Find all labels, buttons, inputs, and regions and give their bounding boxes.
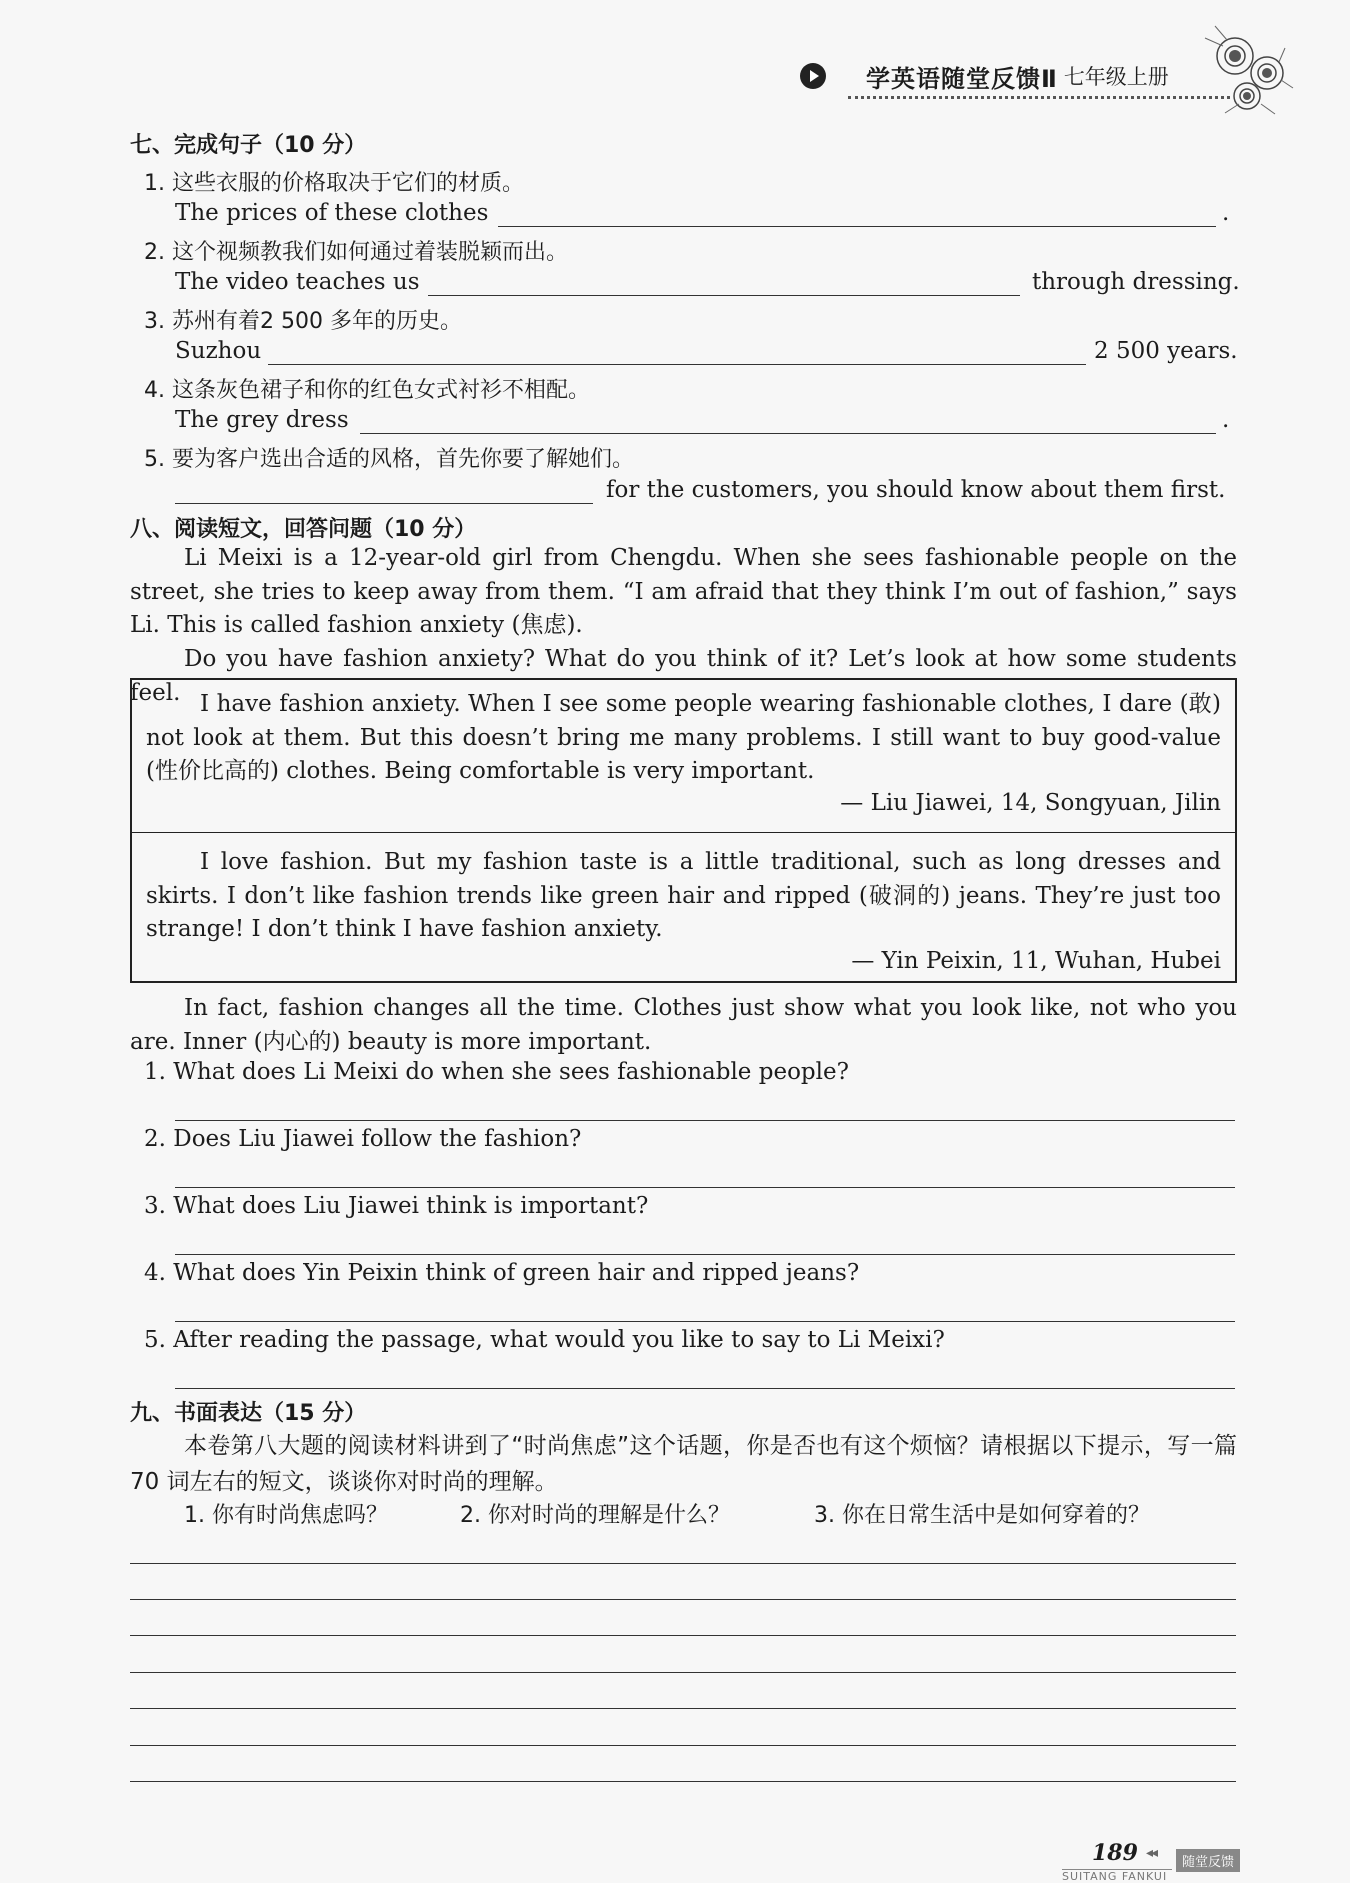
s8-answer-line-2[interactable] — [175, 1187, 1235, 1188]
footer-brand-en: SUITANG FANKUI — [1062, 1870, 1168, 1883]
student-opinions-box — [130, 678, 1237, 983]
s7-q2-prefix: The video teaches us — [175, 269, 420, 295]
s8-question-2: 2. Does Liu Jiawei follow the fashion? — [144, 1126, 582, 1152]
writing-line-7[interactable] — [130, 1781, 1236, 1782]
passage-paragraph-2: Do you have fashion anxiety? What do you think of it? Let’s look at how some students feel. — [130, 646, 1237, 706]
writing-prompt: 本卷第八大题的阅读材料讲到了“时尚焦虑”这个话题，你是否也有这个烦恼？请根据以下提示，写一篇 70 词左右的短文，谈谈你对时尚的理解。 — [130, 1433, 1237, 1495]
s7-q1-suffix: . — [1222, 200, 1230, 226]
s7-q3-answer-line[interactable] — [268, 364, 1086, 365]
s7-q1-answer-line[interactable] — [498, 226, 1216, 227]
s7-q2-chinese: 2. 这个视频教我们如何通过着装脱颖而出。 — [144, 240, 568, 265]
s7-q5-answer-line[interactable] — [175, 503, 593, 504]
passage-paragraph-3: In fact, fashion changes all the time. Clothes just show what you look like, not who you are. Inner (内心的) beauty is more important. — [130, 995, 1237, 1055]
box-divider — [132, 832, 1235, 833]
s8-answer-line-3[interactable] — [175, 1254, 1235, 1255]
opinion-2-signature: — Yin Peixin, 11, Wuhan, Hubei — [851, 948, 1221, 974]
writing-line-5[interactable] — [130, 1708, 1236, 1709]
writing-line-4[interactable] — [130, 1672, 1236, 1673]
s8-answer-line-4[interactable] — [175, 1321, 1235, 1322]
s7-q4-prefix: The grey dress — [175, 407, 349, 433]
writing-line-1[interactable] — [130, 1563, 1236, 1564]
writing-hint-3: 3. 你在日常生活中是如何穿着的？ — [814, 1503, 1150, 1528]
s8-question-1: 1. What does Li Meixi do when she sees fashionable people? — [144, 1059, 849, 1085]
s8-question-3: 3. What does Liu Jiawei think is important? — [144, 1193, 649, 1219]
s7-q4-answer-line[interactable] — [360, 433, 1216, 434]
s7-q2-answer-line[interactable] — [428, 295, 1020, 296]
writing-hint-2: 2. 你对时尚的理解是什么？ — [460, 1503, 730, 1528]
play-arrow-icon — [800, 63, 826, 89]
opinion-2-text: I love fashion. But my fashion taste is a little traditional, such as long dresses and skirts. I don’t like fashion trends like green hair and ripped (破洞的) jeans. They’re just too strange! I don’t think I have fashion anxiety. — [146, 849, 1221, 942]
s8-question-4: 4. What does Yin Peixin think of green hair and ripped jeans? — [144, 1260, 860, 1286]
writing-line-2[interactable] — [130, 1599, 1236, 1600]
s7-q1-prefix: The prices of these clothes — [175, 200, 489, 226]
passage-paragraph-1: Li Meixi is a 12-year-old girl from Chengdu. When she sees fashionable people on the street, she tries to keep away from them. “I am afraid that they think I’m out of fashion,” says Li. This is called fashion anxiety (焦虑). — [130, 545, 1237, 638]
header-dotted-rule — [848, 96, 1230, 99]
section-8-title: 八、阅读短文，回答问题（10 分） — [130, 517, 477, 542]
s7-q2-suffix: through dressing. — [1032, 269, 1240, 295]
s7-q3-chinese: 3. 苏州有着2 500 多年的历史。 — [144, 309, 462, 334]
writing-hint-1: 1. 你有时尚焦虑吗？ — [184, 1503, 388, 1528]
s8-answer-line-1[interactable] — [175, 1120, 1235, 1121]
section-9-title: 九、书面表达（15 分） — [130, 1401, 367, 1426]
header-bar — [800, 56, 1169, 96]
s7-q1-chinese: 1. 这些衣服的价格取决于它们的材质。 — [144, 171, 524, 196]
s8-answer-line-5[interactable] — [175, 1388, 1235, 1389]
s7-q3-prefix: Suzhou — [175, 338, 262, 364]
book-title: 学英语随堂反馈Ⅱ — [866, 64, 1058, 93]
opinion-1-signature: — Liu Jiawei, 14, Songyuan, Jilin — [840, 790, 1221, 816]
section-7-title: 七、完成句子（10 分） — [130, 133, 367, 158]
opinion-1-text: I have fashion anxiety. When I see some people wearing fashionable clothes, I dare (敢) not look at them. But this doesn’t bring me many problems. I still want to buy good-value (性价比高的) clothes. Being comfortable is very important. — [146, 691, 1221, 784]
double-arrow-left-icon: ◂◂ — [1146, 1845, 1157, 1861]
s7-q3-suffix: 2 500 years. — [1094, 338, 1238, 364]
sunflower-decoration-icon — [1195, 18, 1305, 128]
book-subtitle: 七年级上册 — [1063, 65, 1169, 89]
writing-line-6[interactable] — [130, 1745, 1236, 1746]
s7-q4-suffix: . — [1222, 407, 1230, 433]
footer-brand-badge: 随堂反馈 — [1176, 1849, 1240, 1872]
writing-line-3[interactable] — [130, 1635, 1236, 1636]
s7-q5-chinese: 5. 要为客户选出合适的风格，首先你要了解她们。 — [144, 447, 634, 472]
s8-question-5: 5. After reading the passage, what would you like to say to Li Meixi? — [144, 1327, 945, 1353]
s7-q5-suffix: for the customers, you should know about them first. — [606, 477, 1226, 503]
page-number: 189 — [1092, 1840, 1138, 1866]
s7-q4-chinese: 4. 这条灰色裙子和你的红色女式衬衫不相配。 — [144, 378, 590, 403]
